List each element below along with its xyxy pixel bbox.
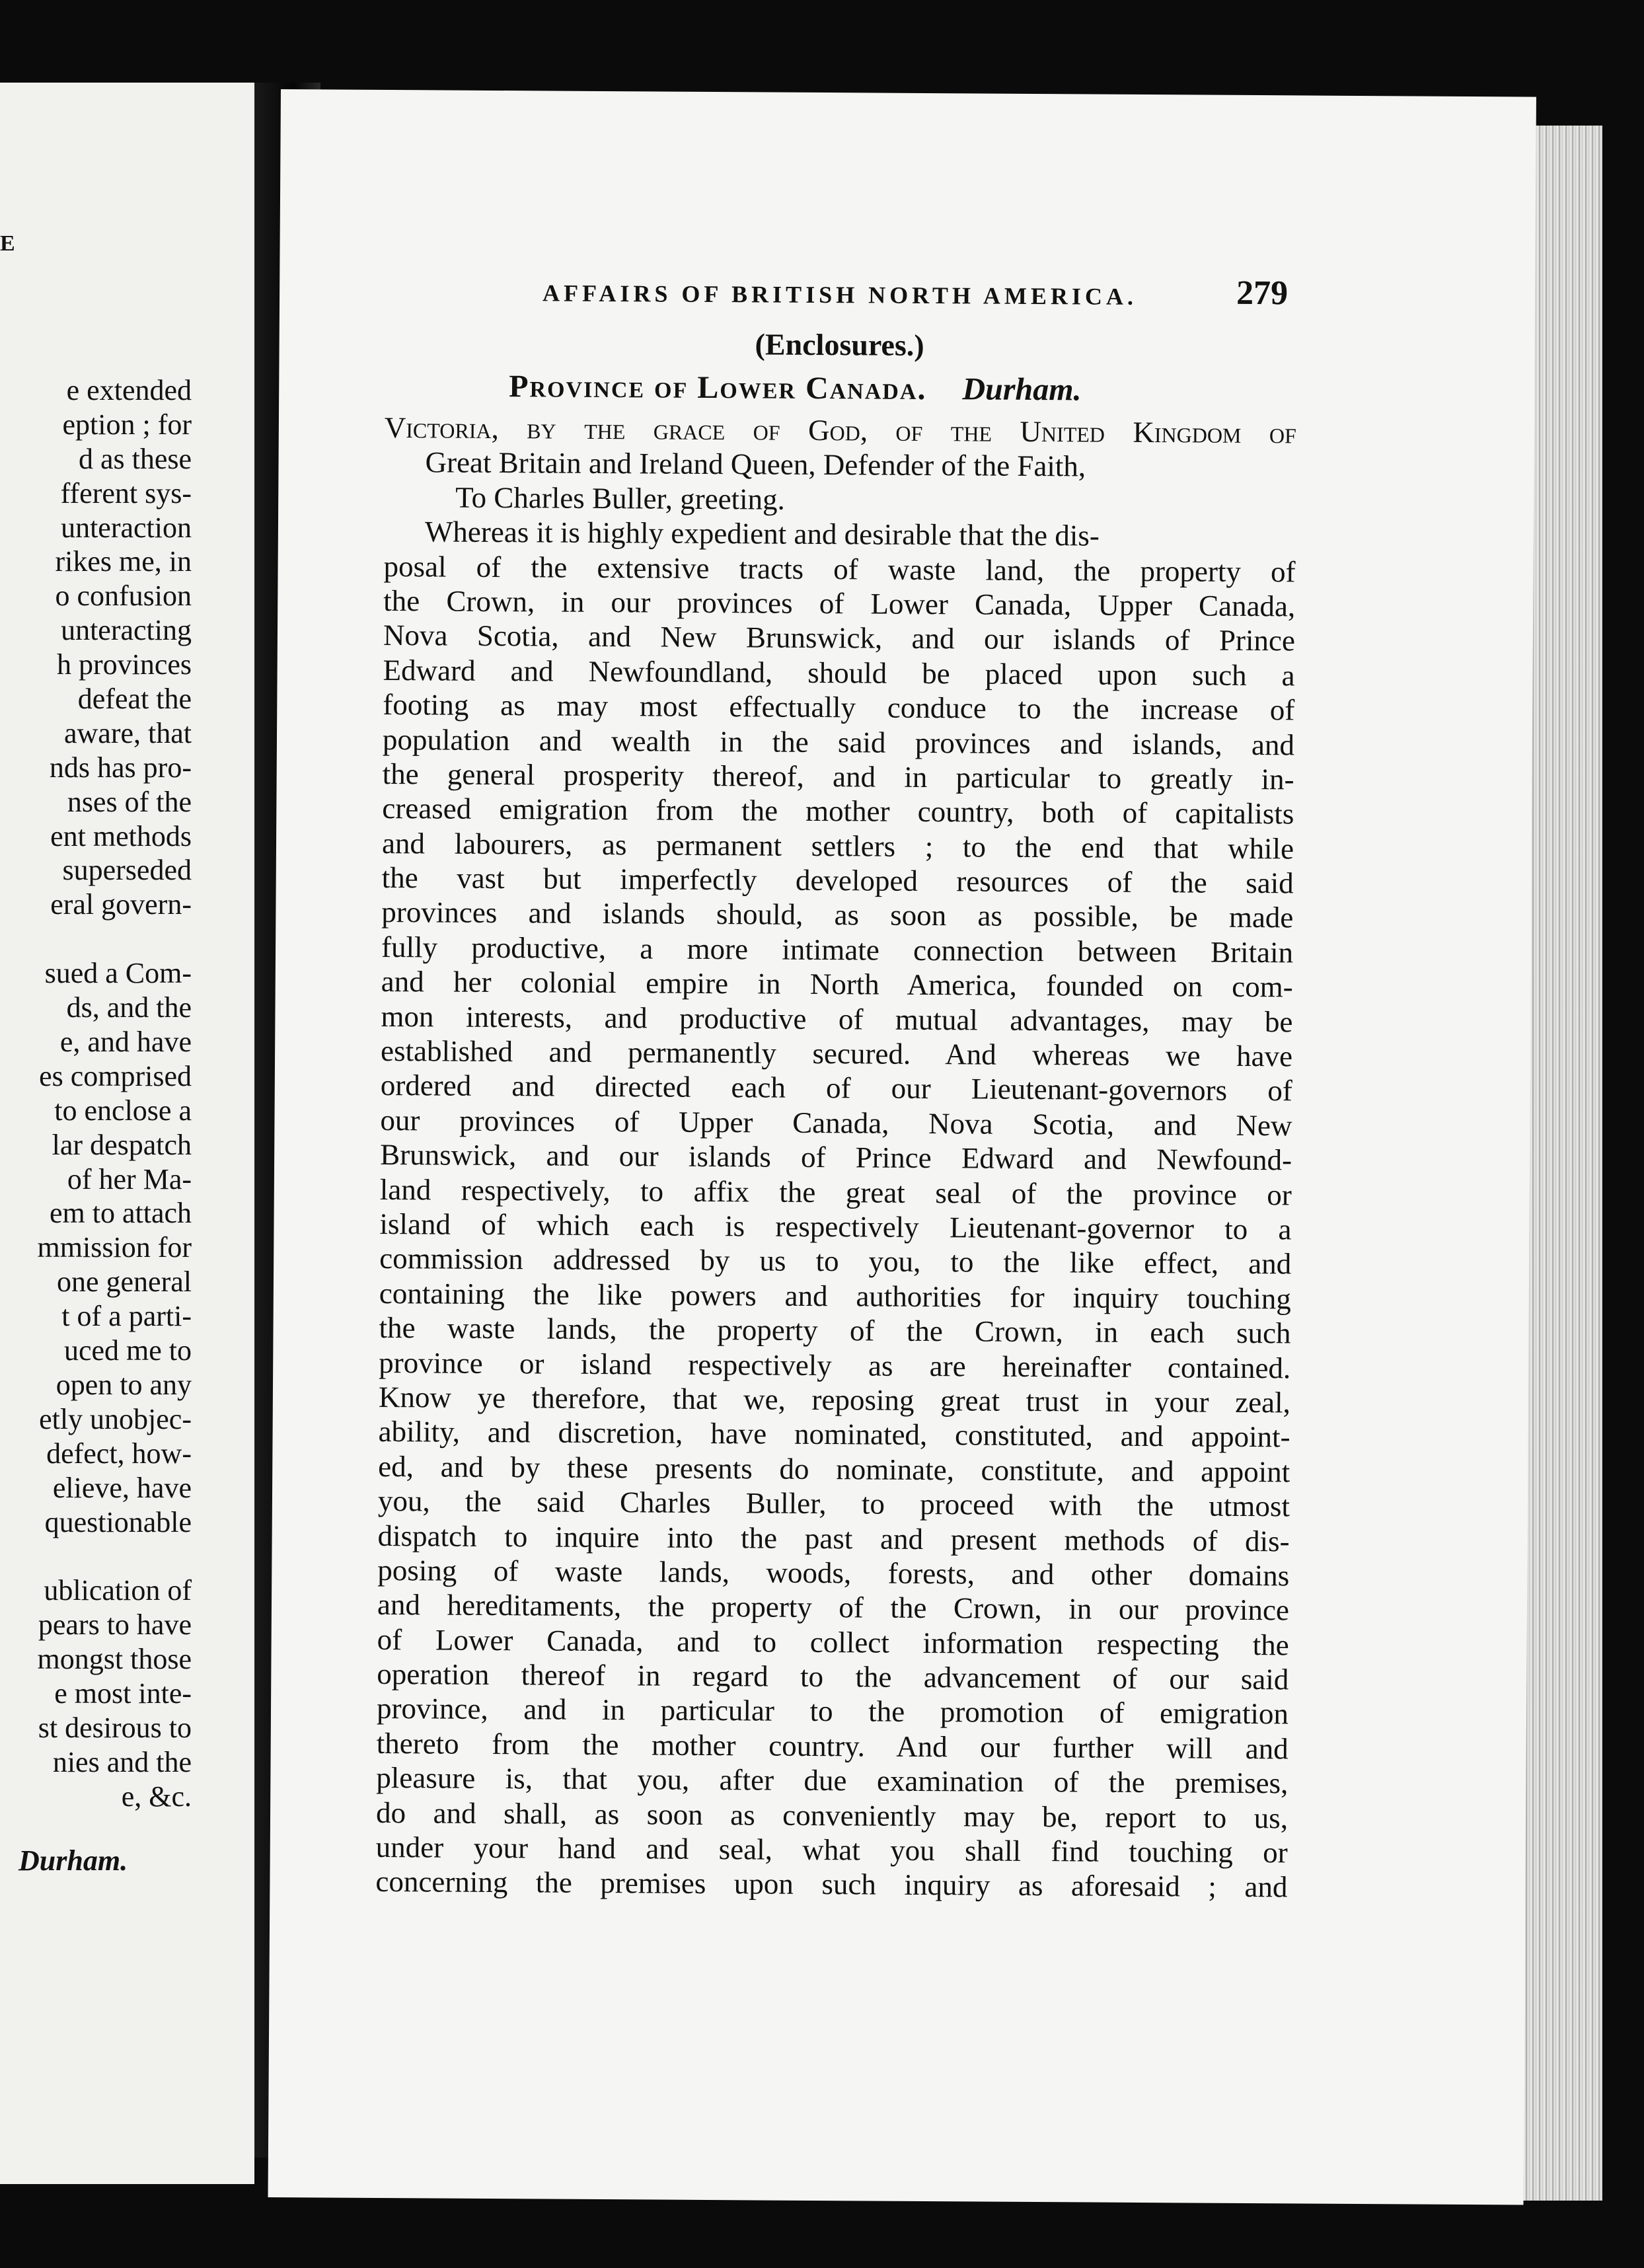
body-line: and hereditaments, the property of the Crown, in our province <box>377 1588 1290 1627</box>
left-page-line: unteracting <box>61 614 192 647</box>
running-head: AFFAIRS OF BRITISH NORTH AMERICA. <box>542 280 1138 310</box>
left-page-line: pears to have <box>38 1608 192 1642</box>
previous-page <box>0 83 254 2184</box>
body-line: pleasure is, that you, after due examination of the premises, <box>376 1761 1289 1800</box>
body-line: the waste lands, the property of the Crown, in each such <box>379 1311 1291 1350</box>
body-line: population and wealth in the said provinces and islands, and <box>382 722 1295 761</box>
left-page-line: aware, that <box>64 716 192 749</box>
body-line: the Crown, in our provinces of Lower Canada, Upper Canada, <box>383 584 1296 623</box>
enclosures-heading: (Enclosures.) <box>755 327 924 362</box>
body-line: under your hand and seal, what you shall find touching or <box>375 1830 1288 1870</box>
left-page-line: ent methods <box>50 819 192 852</box>
province-heading <box>509 368 1082 408</box>
left-page-line: ublication of <box>44 1574 192 1607</box>
left-page-line <box>0 1539 192 1573</box>
current-page <box>268 89 1536 2205</box>
province-signature: Durham. <box>962 371 1082 408</box>
left-page-line: o confusion <box>55 580 192 613</box>
body-line: province, and in particular to the promotion of emigration <box>376 1692 1289 1731</box>
body-line: ordered and directed each of our Lieutenant-governors of <box>380 1069 1292 1108</box>
left-page-line: e, and have <box>59 1026 192 1059</box>
body-line: Know ye therefore, that we, reposing great trust in your zeal, <box>378 1380 1291 1419</box>
left-page-line <box>0 922 192 956</box>
left-page-signature: Durham. <box>19 1844 128 1877</box>
left-page-line: lar despatch <box>52 1128 192 1161</box>
body-line: dispatch to inquire into the past and present methods of dis- <box>377 1519 1290 1558</box>
body-line: and her colonial empire in North America, founded on com- <box>381 965 1293 1004</box>
left-page-line: st desirous to <box>38 1711 192 1744</box>
left-page-line: eption ; for <box>62 408 192 441</box>
page-number: 279 <box>1236 274 1289 313</box>
body-line: province or island respectively as are hereinafter contained. <box>379 1345 1291 1384</box>
left-page-line: nses of the <box>67 785 192 818</box>
left-page-line: e, &c. <box>121 1780 192 1813</box>
body-line: ed, and by these presents do nominate, constitute, and appoint <box>378 1449 1290 1489</box>
body-line: Brunswick, and our islands of Prince Edward and Newfound- <box>380 1138 1292 1177</box>
body-line: of Lower Canada, and to collect information respecting the <box>377 1622 1289 1662</box>
left-page-line: defeat the <box>77 683 192 716</box>
body-line: thereto from the mother country. And our further will and <box>376 1726 1289 1766</box>
left-page-line: nies and the <box>52 1745 192 1778</box>
body-line: land respectively, to affix the great seal of the province or <box>379 1172 1292 1211</box>
left-page-line: superseded <box>62 854 192 887</box>
body-line: Great Britain and Ireland Queen, Defender of the Faith, <box>425 445 1086 483</box>
body-line: concerning the premises upon such inquiry as aforesaid ; and <box>375 1865 1288 1904</box>
left-page-line: nds has pro- <box>49 751 192 784</box>
left-page-line: em to attach <box>49 1197 192 1230</box>
left-page-line: open to any <box>56 1368 192 1401</box>
left-page-line: of her Ma- <box>67 1162 192 1195</box>
left-page-margin-mark: E <box>0 231 15 256</box>
body-line: footing as may most effectually conduce to the increase of <box>383 688 1295 727</box>
province-heading-text: Province of Lower Canada. <box>509 369 927 406</box>
left-page-line: mmission for <box>37 1231 192 1264</box>
left-page-line: mongst those <box>37 1643 192 1676</box>
body-line: island of which each is respectively Lieutenant-governor to a <box>379 1207 1292 1246</box>
body-line: Victoria, by the grace of God, of the United Kingdom of <box>384 410 1297 450</box>
body-line: our provinces of Upper Canada, Nova Scotia, and New <box>380 1103 1292 1143</box>
left-page-line: elieve, have <box>52 1471 192 1504</box>
body-line: containing the like powers and authorities for inquiry touching <box>379 1276 1292 1316</box>
body-line: established and permanently secured. And whereas we have <box>380 1034 1293 1073</box>
left-page-line: ds, and the <box>66 991 192 1024</box>
body-line: provinces and islands should, as soon as possible, be made <box>381 895 1294 934</box>
body-line: mon interests, and productive of mutual advantages, may be <box>381 999 1293 1039</box>
left-page-line: d as these <box>78 442 192 475</box>
body-line: creased emigration from the mother country, both of capitalists <box>382 792 1294 831</box>
left-page-line: es comprised <box>39 1059 192 1092</box>
body-line: operation thereof in regard to the advancement of our said <box>377 1657 1289 1696</box>
body-line: Whereas it is highly expedient and desirable that the dis- <box>424 515 1100 552</box>
body-line: the vast but imperfectly developed resources of the said <box>381 861 1294 900</box>
left-page-line: t of a parti- <box>61 1300 192 1333</box>
left-page-line: e most inte- <box>54 1677 192 1710</box>
left-page-line: h provinces <box>56 648 192 681</box>
body-line: the general prosperity thereof, and in particular to greatly in- <box>382 757 1294 796</box>
left-page-text-column <box>0 373 192 1814</box>
left-page-line: to enclose a <box>54 1094 192 1127</box>
body-line: fully productive, a more intimate connection between Britain <box>381 930 1294 969</box>
body-line: commission addressed by us to you, to the like effect, and <box>379 1242 1292 1281</box>
body-line: Nova Scotia, and New Brunswick, and our islands of Prince <box>383 619 1296 658</box>
body-text <box>375 410 1296 1905</box>
left-page-line: questionable <box>44 1505 192 1538</box>
body-line: Edward and Newfoundland, should be placed upon such a <box>383 653 1295 693</box>
left-page-line: eral govern- <box>50 888 192 921</box>
left-page-line: uced me to <box>63 1334 192 1367</box>
left-page-line: etly unobjec- <box>39 1402 192 1435</box>
left-page-line: sued a Com- <box>44 957 192 990</box>
left-page-line: unteraction <box>61 511 192 544</box>
body-line: and labourers, as permanent settlers ; to the end that while <box>381 826 1294 866</box>
left-page-line: fferent sys- <box>60 476 192 510</box>
left-page-line: one general <box>57 1266 192 1299</box>
body-line: To Charles Buller, greeting. <box>455 480 786 516</box>
body-line: do and shall, as soon as conveniently may be, report to us, <box>375 1796 1289 1834</box>
body-line: ability, and discretion, have nominated, constituted, and appoint- <box>378 1415 1290 1454</box>
left-page-line: e extended <box>66 374 192 406</box>
left-page-line: rikes me, in <box>55 545 192 578</box>
body-line: posing of waste lands, woods, forests, and other domains <box>377 1553 1290 1593</box>
body-line: posal of the extensive tracts of waste land, the property of <box>383 549 1296 588</box>
body-line: you, the said Charles Buller, to proceed with the utmost <box>377 1484 1290 1523</box>
left-page-line: defect, how- <box>46 1437 192 1470</box>
